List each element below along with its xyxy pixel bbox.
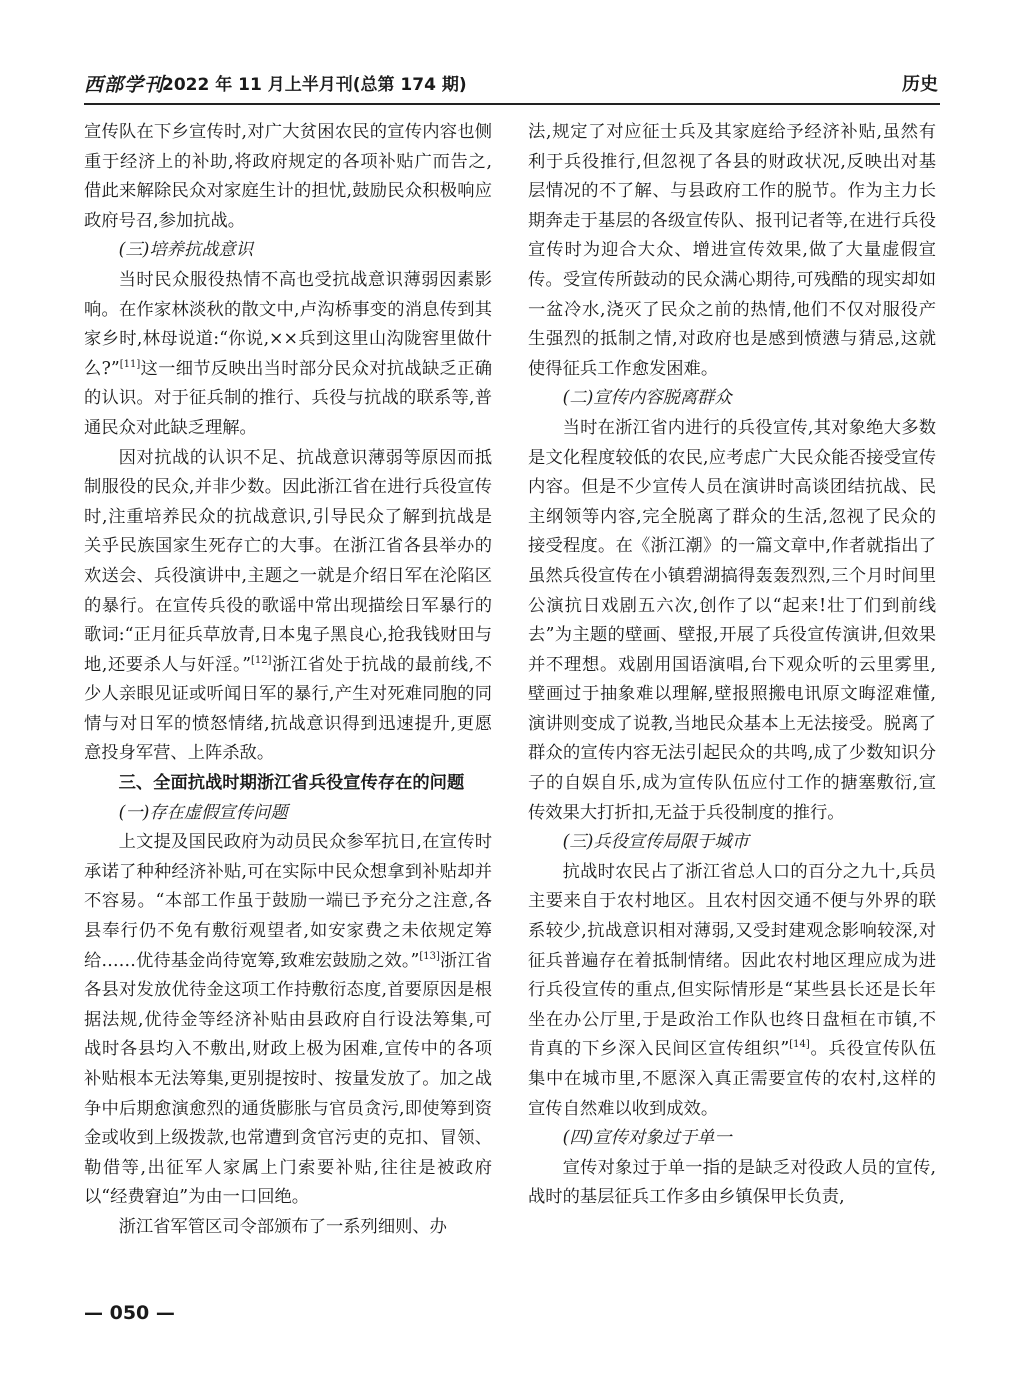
subsection-heading: (三)培养抗战意识 xyxy=(118,240,254,261)
citation-ref: [14] xyxy=(789,1039,810,1051)
subsection-heading: (一)存在虚假宣传问题 xyxy=(118,802,288,823)
citation-ref: [11] xyxy=(119,358,141,370)
right-column xyxy=(528,118,936,1213)
subsection-heading: (二)宣传内容脱离群众 xyxy=(562,388,732,409)
running-header xyxy=(84,70,940,102)
paragraph: 上文提及国民政府为动员民众参军抗日,在宣传时承诺了种种经济补贴,可在实际中民众想拿到补贴却并不容易。“本部工作虽于鼓励一端已予充分之注意,各县奉行仍不免有敷衍观望者,如安家费之未依规定筹给……优待基金尚待宽筹,致难宏鼓励之效。”[13]浙江省各县对发放优待金这项工作持敷衍态度,首要原因是根据法规,优待金等经济补贴由县政府自行设法筹集,可战时各县均入不敷出,财政上极为困难,宣传中的各项补贴根本无法筹集,更别提按时、按量发放了。加之战争中后期愈演愈烈的通货膨胀与官员贪污,即使筹到资金或收到上级拨款,也常遭到贪官污吏的克扣、冒领、勒借等,出征军人家属上门索要补贴,往往是被政府以“经费窘迫”为由一口回绝。 xyxy=(84,832,492,1208)
header-divider xyxy=(84,103,940,105)
subsection-heading: (四)宣传对象过于单一 xyxy=(562,1128,732,1149)
section-heading: 三、全面抗战时期浙江省兵役宣传存在的问题 xyxy=(118,773,465,794)
paragraph: 抗战时农民占了浙江省总人口的百分之九十,兵员主要来自于农村地区。且农村因交通不便与外界的联系较少,抗战意识相对薄弱,又受封建观念影响较深,对征兵普遍存在着抵制情绪。因此农村地区理应成为进行兵役宣传的重点,但实际情形是“某些县长还是长年坐在办公厅里,于是政治工作队也终日盘桓在市镇,不肯真的下乡深入民间区宣传组织”[14]。兵役宣传队伍集中在城市里,不愿深入真正需要宣传的农村,这样的宣传自然难以收到成效。 xyxy=(528,861,936,1119)
paragraph: 宣传队在下乡宣传时,对广大贫困农民的宣传内容也侧重于经济上的补助,将政府规定的各项补贴广而告之,借此来解除民众对家庭生计的担忧,鼓励民众积极响应政府号召,参加抗战。 xyxy=(84,122,492,231)
paragraph: 法,规定了对应征士兵及其家庭给予经济补贴,虽然有利于兵役推行,但忽视了各县的财政状况,反映出对基层情况的不了解、与县政府工作的脱节。作为主力长期奔走于基层的各级宣传队、报刊记者等,在进行兵役宣传时为迎合大众、增进宣传效果,做了大量虚假宣传。受宣传所鼓动的民众满心期待,可残酷的现实却如一盆冷水,浇灭了民众之前的热情,他们不仅对服役产生强烈的抵制之情,对政府也是感到愤懑与猜忌,这就使得征兵工作愈发困难。 xyxy=(528,122,936,379)
paragraph: 因对抗战的认识不足、抗战意识薄弱等原因而抵制服役的民众,并非少数。因此浙江省在进行兵役宣传时,注重培养民众的抗战意识,引导民众了解到抗战是关乎民族国家生死存亡的大事。在浙江省各县举办的欢送会、兵役演讲中,主题之一就是介绍日军在沦陷区的暴行。在宣传兵役的歌谣中常出现描绘日军暴行的歌词:“正月征兵草放青,日本鬼子黑良心,抢我钱财田与地,还要杀人与奸淫。”[12]浙江省处于抗战的最前线,不少人亲眼见证或听闻日军的暴行,产生对死难同胞的同情与对日军的愤怒情绪,抗战意识得到迅速提升,更愿意投身军营、上阵杀敌。 xyxy=(84,447,492,764)
subsection-heading: (三)兵役宣传局限于城市 xyxy=(562,832,749,853)
section-label: 历史 xyxy=(902,74,938,95)
paragraph: 当时民众服役热情不高也受抗战意识薄弱因素影响。在作家林淡秋的散文中,卢沟桥事变的消息传到其家乡时,林母说道:“你说,××兵到这里山沟陇窖里做什么?”[11]这一细节反映出当时部分民众对抗战缺乏正确的认识。对于征兵制的推行、兵役与抗战的联系等,普通民众对此缺乏理解。 xyxy=(84,269,492,438)
issue-info: 2022 年 11 月上半月刊(总第 174 期) xyxy=(162,75,467,95)
paragraph: 宣传对象过于单一指的是缺乏对役政人员的宣传,战时的基层征兵工作多由乡镇保甲长负责, xyxy=(528,1157,936,1208)
citation-ref: [12] xyxy=(251,654,272,666)
left-column xyxy=(84,118,492,1243)
citation-ref: [13] xyxy=(419,950,440,962)
page-number: — 050 — xyxy=(84,1302,175,1324)
paragraph: 当时在浙江省内进行的兵役宣传,其对象绝大多数是文化程度较低的农民,应考虑广大民众能否接受宣传内容。但是不少宣传人员在演讲时高谈团结抗战、民主纲领等内容,完全脱离了群众的生活,忽视了民众的接受程度。在《浙江潮》的一篇文章中,作者就指出了虽然兵役宣传在小镇碧湖搞得轰轰烈烈,三个月时间里公演抗日戏剧五六次,创作了以“起来!壮丁们到前线去”为主题的壁画、壁报,开展了兵役宣传演讲,但效果并不理想。戏剧用国语演唱,台下观众听的云里雾里,壁画过于抽象难以理解,壁报照搬电讯原文晦涩难懂,演讲则变成了说教,当地民众基本上无法接受。脱离了群众的宣传内容无法引起民众的共鸣,成了少数知识分子的自娱自乐,成为宣传队伍应付工作的搪塞敷衍,宣传效果大打折扣,无益于兵役制度的推行。 xyxy=(528,417,936,823)
journal-logo: 西部学刊 xyxy=(84,74,165,96)
paragraph: 浙江省军管区司令部颁布了一系列细则、办 xyxy=(118,1216,447,1237)
